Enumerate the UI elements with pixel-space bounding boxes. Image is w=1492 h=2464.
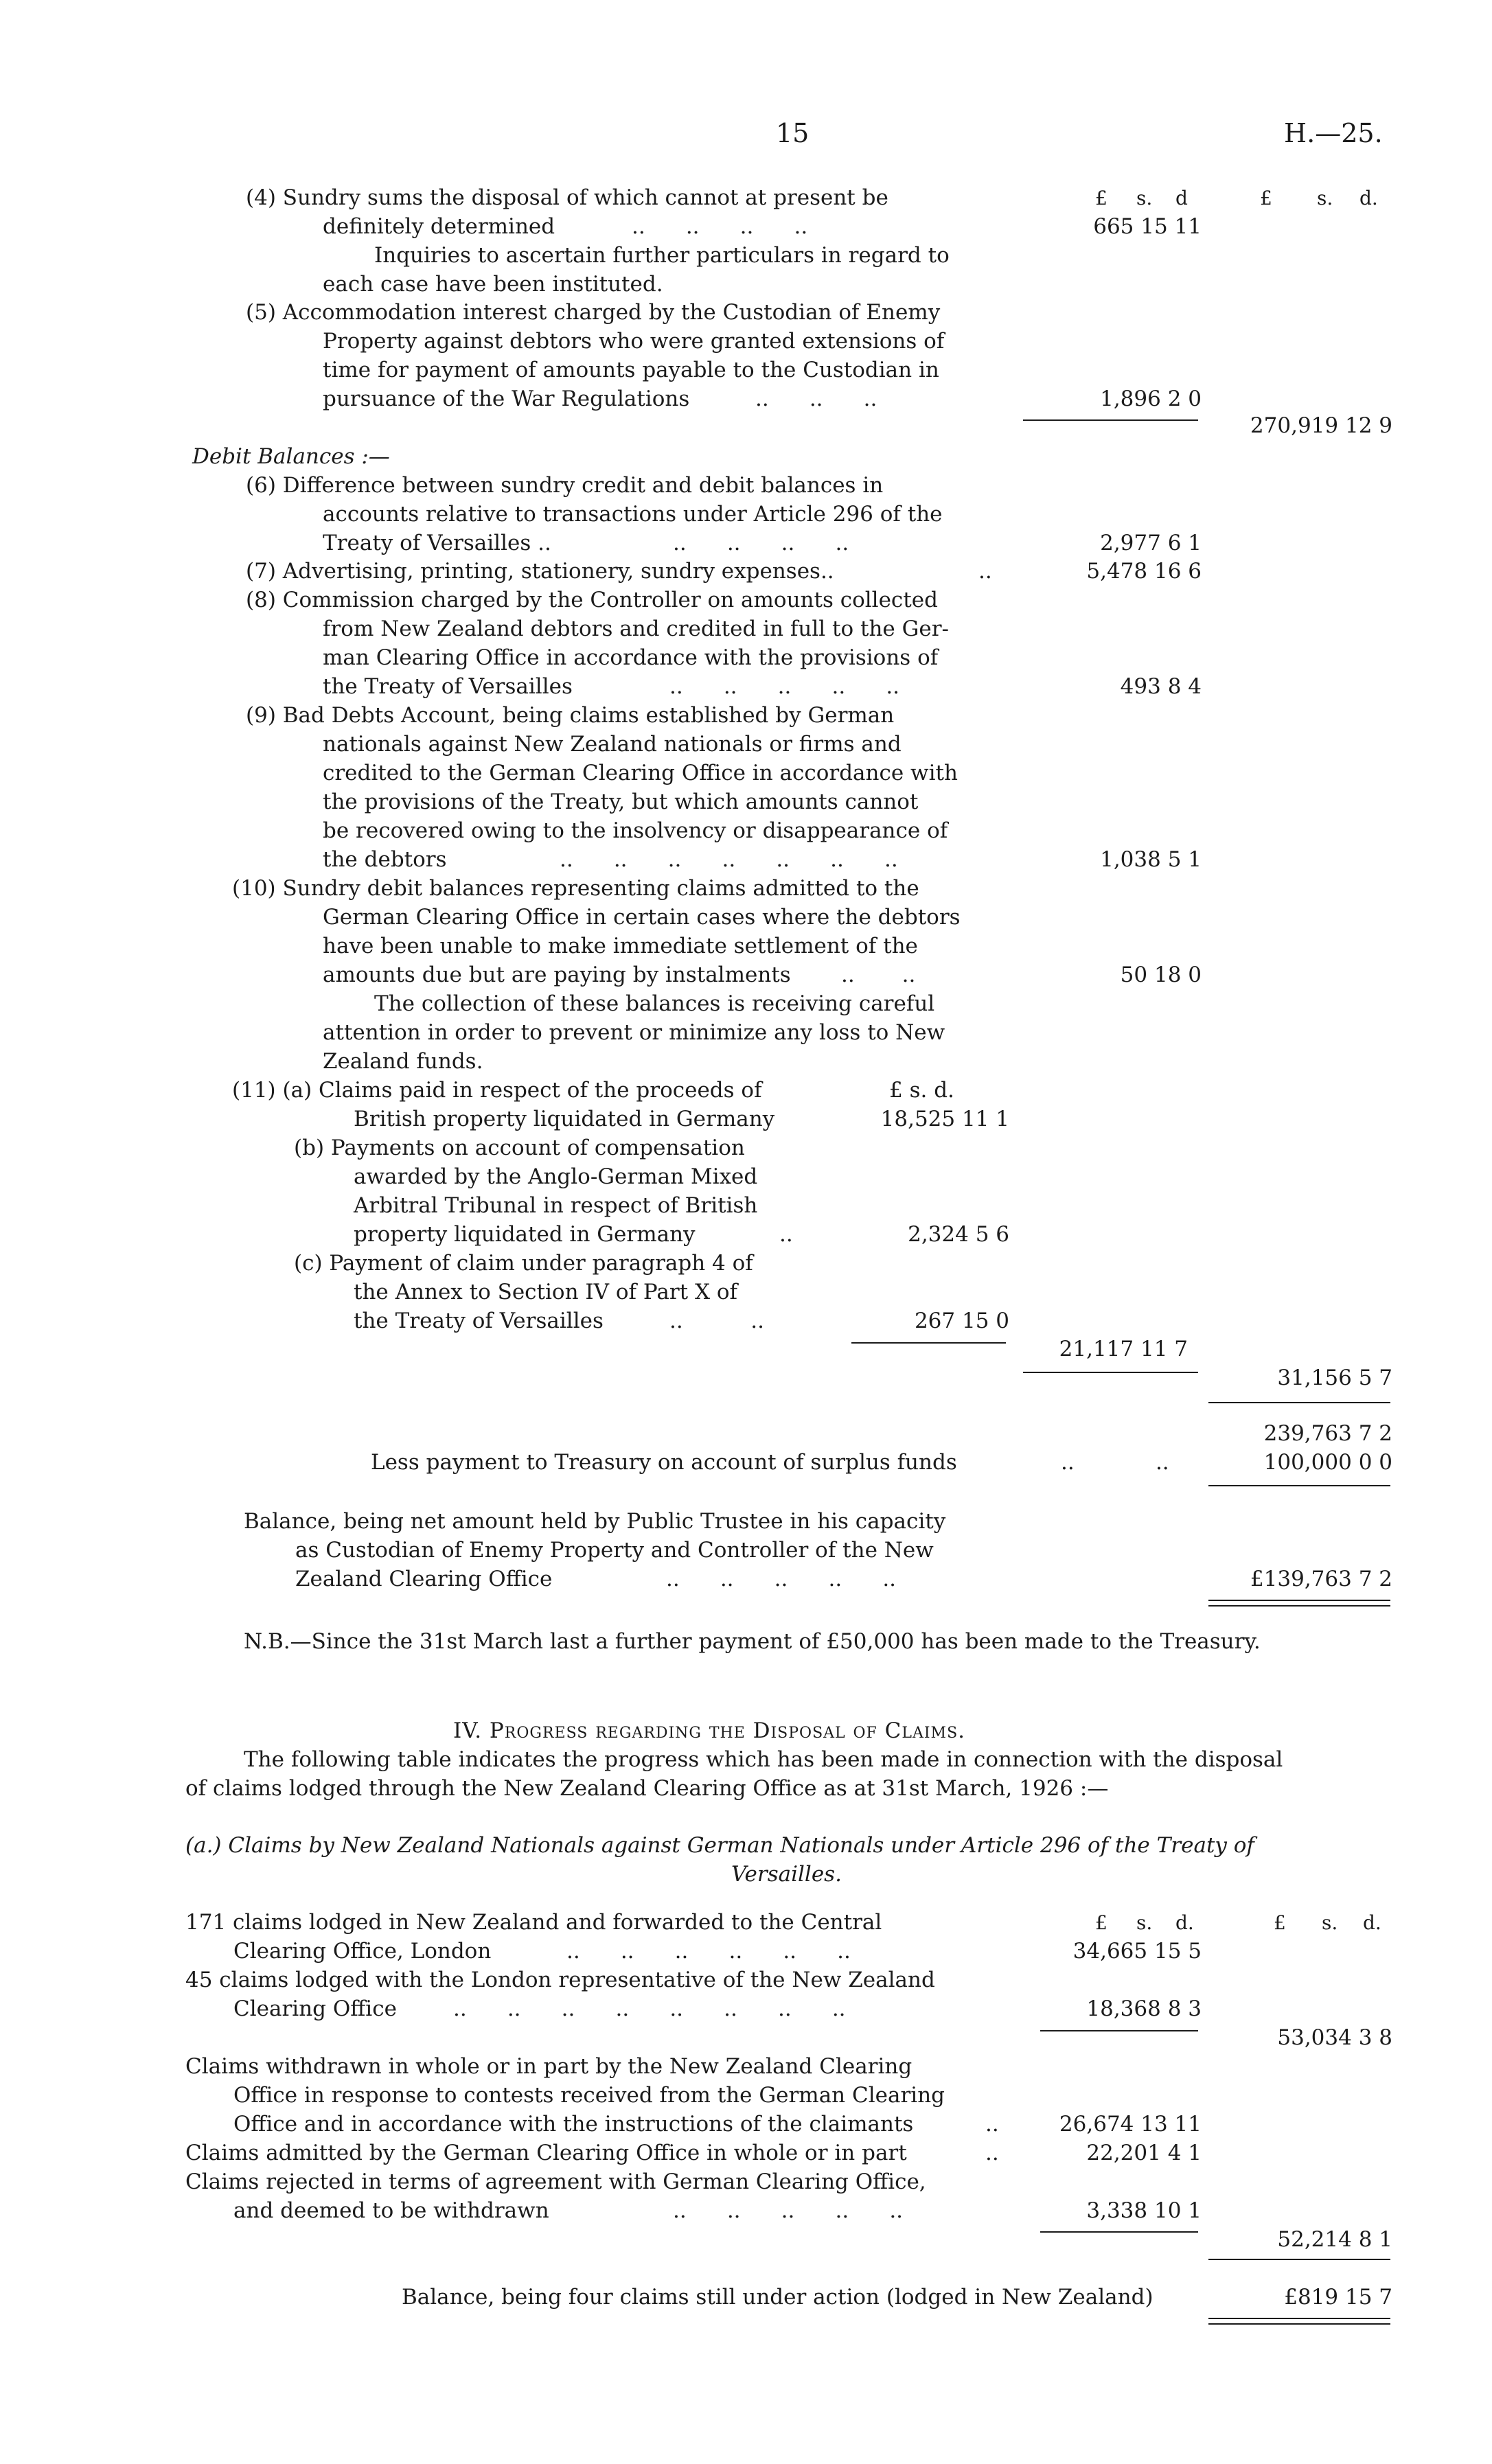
rule <box>1208 1485 1390 1486</box>
item9-line2: nationals against New Zealand nationals or firms and <box>323 732 902 757</box>
s4-header-shillings: s. <box>1136 1911 1153 1934</box>
subsection-a-line1: (a.) Claims by New Zealand Nationals against German Nationals under Article 296 of the Treaty of <box>185 1833 1254 1858</box>
item4-line1: (4) Sundry sums the disposal of which cannot at present be <box>246 185 888 210</box>
item9-line6: the debtors <box>323 847 447 872</box>
s4-row3-line2: Office in response to contests received from the German Clearing <box>233 2083 945 2108</box>
item11b-line4: property liquidated in Germany <box>354 1222 696 1247</box>
section-title: IV. Progress regarding the Disposal of Claims. <box>453 1718 966 1743</box>
item9-amount: 1,038 5 1 <box>1100 847 1202 872</box>
leader-dots: .. .. .. .. .. .. .. <box>560 847 898 872</box>
item10-line4: amounts due but are paying by instalments <box>323 963 791 987</box>
s4-row5-amount: 3,338 10 1 <box>1086 2198 1202 2223</box>
item8-amount: 493 8 4 <box>1120 674 1202 699</box>
item11-sub-headers: £ s. d. <box>889 1078 954 1103</box>
s4-row5-line1: Claims rejected in terms of agreement with German Clearing Office, <box>185 2169 926 2194</box>
item10-note1: The collection of these balances is receiving careful <box>374 991 935 1016</box>
rule <box>1023 419 1198 421</box>
s4-row1-amount: 34,665 15 5 <box>1072 1939 1202 1964</box>
s4-header-pence: d. <box>1175 1911 1194 1934</box>
item8-line1: (8) Commission charged by the Controller on amounts collected <box>246 588 938 612</box>
leader-dots: .. <box>779 1222 793 1247</box>
leader-dots: .. .. .. .. .. <box>666 1567 897 1591</box>
s4-row2-amount: 18,368 8 3 <box>1086 1996 1202 2021</box>
item4-note2: each case have been instituted. <box>323 272 663 297</box>
balance-line2: as Custodian of Enemy Property and Controller of the New <box>295 1538 934 1563</box>
col-header-shillings: s. <box>1136 187 1153 209</box>
rule <box>1040 2231 1198 2233</box>
balance-line3: Zealand Clearing Office <box>295 1567 553 1591</box>
leader-dots: .. <box>985 2112 999 2137</box>
item11a-line1: (11) (a) Claims paid in respect of the proceeds of <box>232 1078 762 1103</box>
item7-line1: (7) Advertising, printing, stationery, sundry expenses.. <box>246 559 834 584</box>
s4-balance-amount: £819 15 7 <box>1284 2285 1392 2310</box>
s4-row3-amount: 26,674 13 11 <box>1059 2112 1202 2137</box>
s4-header-pounds2: £ <box>1274 1911 1286 1934</box>
s4-row3-line1: Claims withdrawn in whole or in part by the New Zealand Clearing <box>185 2054 913 2079</box>
item11c-line3: the Treaty of Versailles <box>354 1309 604 1333</box>
item4-note1: Inquiries to ascertain further particulars in regard to <box>374 243 950 268</box>
item6-line1: (6) Difference between sundry credit and debit balances in <box>246 473 884 498</box>
item10-line2: German Clearing Office in certain cases where the debtors <box>323 905 961 930</box>
col-header-pounds2: £ <box>1260 187 1272 209</box>
item5-line3: time for payment of amounts payable to the Custodian in <box>323 358 939 382</box>
s4-row2-line2: Clearing Office <box>233 1996 397 2021</box>
rule-double <box>1208 2318 1390 2319</box>
section-intro2: of claims lodged through the New Zealand Clearing Office as at 31st March, 1926 :— <box>185 1776 1109 1801</box>
item5-line2: Property against debtors who were granted extensions of <box>323 329 945 354</box>
s4-row5-line2: and deemed to be withdrawn <box>233 2198 549 2223</box>
col-header-pence2: d. <box>1359 187 1378 209</box>
net-amount: 239,763 7 2 <box>1263 1421 1392 1446</box>
s4-header-pence2: d. <box>1363 1911 1381 1934</box>
rule-double <box>1208 1605 1390 1607</box>
col-header-pence: d <box>1175 187 1188 209</box>
leader-dots: .. .. .. .. .. .. .. .. <box>453 1996 846 2021</box>
s4-row1-line2: Clearing Office, London <box>233 1939 492 1964</box>
debit-balances-heading: Debit Balances :— <box>192 444 390 469</box>
item8-line2: from New Zealand debtors and credited in full to the Ger- <box>323 617 950 641</box>
less-payment-label: Less payment to Treasury on account of surplus funds <box>371 1450 957 1475</box>
item11-subtotal: 21,117 11 7 <box>1059 1337 1188 1361</box>
leader-dots: .. .. <box>669 1309 764 1333</box>
item6-line2: accounts relative to transactions under Article 296 of the <box>323 502 943 527</box>
item5-line1: (5) Accommodation interest charged by the Custodian of Enemy <box>246 300 941 325</box>
leader-dots: .. .. <box>1061 1450 1169 1475</box>
item10-note2: attention in order to prevent or minimize any loss to New <box>323 1020 945 1045</box>
leader-dots: .. .. .. <box>755 387 877 411</box>
less-payment-amount: 100,000 0 0 <box>1263 1450 1392 1475</box>
col-header-shillings2: s. <box>1317 187 1333 209</box>
credit-total: 270,919 12 9 <box>1250 413 1392 438</box>
item11b-line2: awarded by the Anglo-German Mixed <box>354 1164 758 1189</box>
item9-line3: credited to the German Clearing Office in accordance with <box>323 761 958 785</box>
leader-dots: .. .. .. .. .. .. <box>566 1939 851 1964</box>
rule <box>1208 1402 1390 1403</box>
doc-code: H.—25. <box>1284 118 1383 148</box>
s4-header-pounds: £ <box>1095 1911 1107 1934</box>
item4-amount: 665 15 11 <box>1093 214 1202 239</box>
rule <box>851 1342 1006 1344</box>
s4-row4-amount: 22,201 4 1 <box>1086 2141 1202 2165</box>
item11c-line1: (c) Payment of claim under paragraph 4 of <box>294 1251 753 1276</box>
s4-header-shillings2: s. <box>1322 1911 1338 1934</box>
item11a-line2: British property liquidated in Germany <box>354 1107 775 1131</box>
leader-dots: .. <box>978 559 992 584</box>
item11c-amount: 267 15 0 <box>914 1309 1009 1333</box>
s4-balance-label: Balance, being four claims still under action (lodged in New Zealand) <box>402 2285 1154 2310</box>
leader-dots: .. .. .. .. <box>673 531 849 555</box>
item10-line1: (10) Sundry debit balances representing claims admitted to the <box>232 876 919 901</box>
item10-line3: have been unable to make immediate settlement of the <box>323 934 918 958</box>
s4-row1-line1: 171 claims lodged in New Zealand and forwarded to the Central <box>185 1910 882 1935</box>
rule <box>1040 2030 1198 2031</box>
item11c-line2: the Annex to Section IV of Part X of <box>354 1280 738 1304</box>
item11b-line3: Arbitral Tribunal in respect of British <box>354 1193 758 1218</box>
debit-total: 31,156 5 7 <box>1277 1366 1392 1390</box>
rule <box>1208 2259 1390 2260</box>
item11b-line1: (b) Payments on account of compensation <box>294 1136 745 1160</box>
s4-row2-line1: 45 claims lodged with the London representative of the New Zealand <box>185 1968 935 1992</box>
s4-lodged-total: 53,034 3 8 <box>1277 2025 1392 2050</box>
item8-line3: man Clearing Office in accordance with the provisions of <box>323 645 939 670</box>
item5-amount: 1,896 2 0 <box>1100 387 1202 411</box>
item7-amount: 5,478 16 6 <box>1086 559 1202 584</box>
leader-dots: .. .. .. .. .. <box>669 674 900 699</box>
item9-line5: be recovered owing to the insolvency or disappearance of <box>323 818 948 843</box>
item11b-amount: 2,324 5 6 <box>908 1222 1009 1247</box>
leader-dots: .. .. .. .. .. <box>673 2198 904 2223</box>
col-header-pounds: £ <box>1095 187 1107 209</box>
item9-line4: the provisions of the Treaty, but which amounts cannot <box>323 790 919 814</box>
s4-row4-line1: Claims admitted by the German Clearing Office in whole or in part <box>185 2141 907 2165</box>
s4-disposed-total: 52,214 8 1 <box>1277 2227 1392 2252</box>
subsection-a-line2: Versailles. <box>731 1862 842 1887</box>
item11a-amount: 18,525 11 1 <box>880 1107 1009 1131</box>
rule <box>1023 1372 1198 1373</box>
balance-line1: Balance, being net amount held by Public Trustee in his capacity <box>244 1509 946 1534</box>
item8-line4: the Treaty of Versailles <box>323 674 573 699</box>
item4-line2: definitely determined <box>323 214 555 239</box>
rule-double <box>1208 2323 1390 2325</box>
leader-dots: .. <box>985 2141 999 2165</box>
item6-amount: 2,977 6 1 <box>1100 531 1202 555</box>
leader-dots: .. .. <box>841 963 916 987</box>
nb-note: N.B.—Since the 31st March last a further payment of £50,000 has been made to the Treasury. <box>244 1629 1261 1654</box>
balance-amount: £139,763 7 2 <box>1250 1567 1392 1591</box>
page-number: 15 <box>776 118 810 148</box>
item10-amount: 50 18 0 <box>1120 963 1202 987</box>
item6-line3: Treaty of Versailles .. <box>323 531 551 555</box>
item9-line1: (9) Bad Debts Account, being claims established by German <box>246 703 895 728</box>
item10-note3: Zealand funds. <box>323 1049 483 1074</box>
section-intro1: The following table indicates the progress which has been made in connection with the disposal <box>244 1747 1283 1772</box>
leader-dots: .. .. .. .. <box>632 214 808 239</box>
s4-row3-line3: Office and in accordance with the instructions of the claimants <box>233 2112 914 2137</box>
item5-line4: pursuance of the War Regulations <box>323 387 690 411</box>
rule-double <box>1208 1600 1390 1601</box>
